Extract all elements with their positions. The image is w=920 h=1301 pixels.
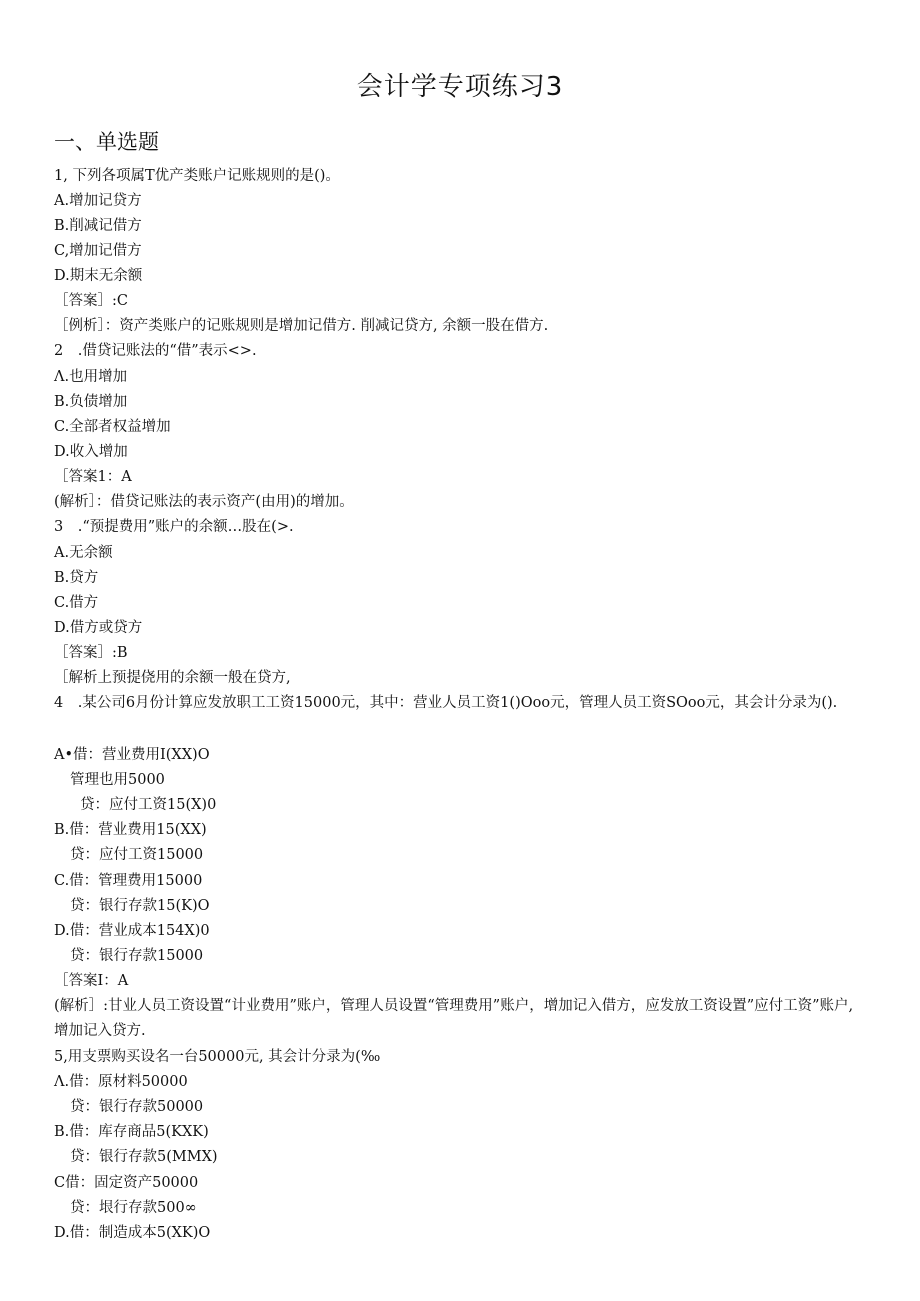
question-1-option-a: A.增加记贷方 — [54, 193, 142, 209]
question-4-option-a-credit: 贷：应付工资15(X)0 — [80, 797, 217, 813]
question-4-option-a-debit-2: 管理也用5000 — [70, 772, 165, 788]
document-title: 会计学专项练习3 — [356, 72, 564, 102]
question-2-answer: ［答案1：A — [54, 469, 132, 485]
question-2-option-d: D.收入增加 — [54, 444, 128, 460]
question-2-option-b: B.负债增加 — [54, 394, 128, 410]
question-5-option-b-debit: B.借：库存商品5(KXK) — [54, 1124, 209, 1140]
question-5-option-c-credit: 贷：垠行存款500∞ — [70, 1200, 197, 1216]
question-4-stem: 4 .某公司6月份计算应发放职工工资15000元，其中：营业人员工资1()Ooo元，管理人员工资SOoo元，其会计分录为(). — [54, 695, 838, 711]
question-5-option-a-credit: 贷：银行存款50000 — [70, 1099, 204, 1115]
question-2-stem: 2 .借贷记账法的“借”表示<>. — [54, 343, 257, 359]
question-5-option-d-debit: D.借：制造成本5(XK)O — [54, 1225, 211, 1241]
question-2-explanation: (解析］：借贷记账法的表示资产(由用)的增加。 — [54, 494, 354, 510]
question-3-option-a: A.无余额 — [54, 545, 113, 561]
question-4-option-c-credit: 贷：银行存款15(K)O — [70, 898, 210, 914]
question-4-answer: ［答案I：A — [54, 973, 129, 989]
question-3-option-c: C.借方 — [54, 595, 99, 611]
question-1-option-b: B.削减记借方 — [54, 218, 142, 234]
question-4-option-a-debit: A•借：营业费用I(XX)O — [54, 747, 210, 763]
section-title: 一、单选题 — [54, 130, 159, 154]
question-4-option-c-debit: C.借：管理费用15000 — [54, 873, 203, 889]
question-4-explanation: (解析］:甘业人员工资设置“计业费用”账户，管理人员设置“管理费用”账户，增加记入借方，应发放工资设置”应付工资”账户, 增加记入贷方. — [54, 998, 854, 1039]
question-4-option-b-debit: B.借：营业费用15(XX) — [54, 822, 207, 838]
question-4-option-d-debit: D.借：营业成本154X)0 — [54, 923, 210, 939]
question-3-answer: ［答案］:B — [54, 645, 128, 661]
question-5-stem: 5,用支票购买设名一台50000元, 其会计分录为(‰ — [54, 1049, 381, 1065]
question-1-option-c: C,增加记借方 — [54, 243, 142, 259]
question-5-option-c-debit: C借：固定资产50000 — [54, 1175, 199, 1191]
question-1-option-d: D.期末无余额 — [54, 268, 143, 284]
question-2-option-c: C.全部者权益增加 — [54, 419, 171, 435]
question-3-stem: 3 .“预提费用”账户的余额…股在(>. — [54, 519, 294, 535]
question-5-option-a-debit: Λ.借：原材料50000 — [54, 1074, 188, 1090]
question-3-option-b: B.贷方 — [54, 570, 99, 586]
question-1-explanation: ［例析］：资产类账户的记账规则是增加记借方. 削减记贷方, 余额一股在借方. — [54, 318, 549, 334]
question-3-explanation: ［解析上预提侥用的余额一般在贷方, — [54, 670, 291, 686]
question-5-option-b-credit: 贷：银行存款5(MMX) — [70, 1149, 218, 1165]
question-4-option-b-credit: 贷：应付工资15000 — [70, 847, 204, 863]
question-1-stem: 1, 下列各项属T优产类账户记账规则的是()。 — [54, 168, 340, 184]
question-2-option-a: Λ.也用增加 — [54, 369, 128, 385]
question-4-option-d-credit: 贷：银行存款15000 — [70, 948, 204, 964]
question-3-option-d: D.借方或贷方 — [54, 620, 143, 636]
question-1-answer: ［答案］:C — [54, 293, 128, 309]
